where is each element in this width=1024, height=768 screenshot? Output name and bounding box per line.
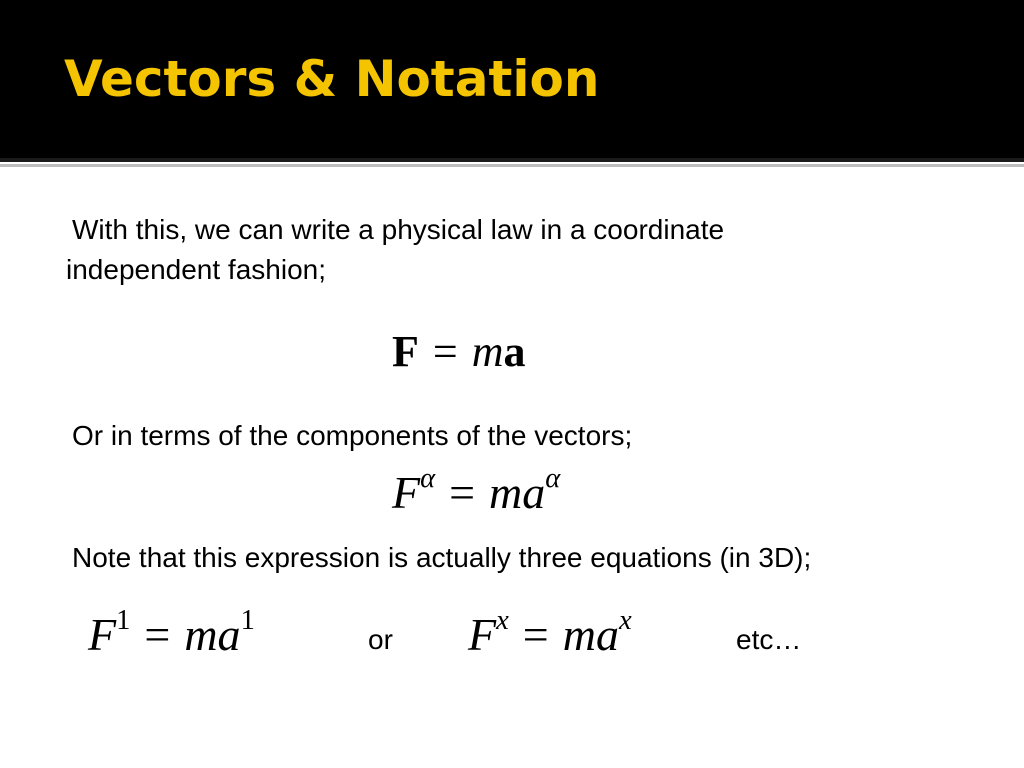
eq-cartesian-rhs: ma (562, 609, 619, 660)
eq-numeric-rhs: ma (184, 609, 241, 660)
equation-component-form (392, 463, 561, 518)
connector-or: or (368, 624, 393, 655)
equation-numeric-index (88, 605, 255, 660)
eq-cartesian-equals: = (522, 609, 549, 660)
eq-cartesian-lhs: F (468, 609, 497, 660)
eq-cartesian-rhs-index: x (618, 605, 632, 637)
eq-vector-mass: m (471, 327, 504, 376)
paragraph-3: Note that this expression is actually three equations (in 3D); (72, 542, 812, 573)
trailing-etc: etc… (736, 624, 802, 655)
eq-component-equals: = (449, 467, 476, 518)
eq-vector-rhs: a (503, 327, 526, 376)
title-divider-dark (0, 158, 1024, 162)
eq-numeric-lhs-index: 1 (116, 605, 131, 637)
eq-vector-equals: = (432, 327, 458, 376)
title-bar (0, 0, 1024, 158)
paragraph-1-line-1: With this, we can write a physical law in a coordinate (72, 214, 725, 245)
eq-cartesian-lhs-index: x (496, 605, 509, 637)
title-divider-light (0, 164, 1024, 167)
eq-numeric-rhs-index: 1 (240, 605, 255, 637)
equation-vector-form (392, 327, 526, 376)
paragraph-1-line-2: independent fashion; (66, 254, 326, 285)
eq-component-rhs: ma (489, 467, 546, 518)
paragraph-2: Or in terms of the components of the vectors; (72, 420, 633, 451)
equation-cartesian-index (468, 605, 632, 660)
eq-component-rhs-index: α (545, 463, 561, 495)
eq-component-lhs-index: α (420, 463, 436, 495)
eq-numeric-lhs: F (88, 609, 117, 660)
eq-numeric-equals: = (144, 609, 171, 660)
eq-component-lhs: F (392, 467, 421, 518)
slide-title: Vectors & Notation (64, 50, 600, 108)
eq-vector-lhs: F (392, 327, 419, 376)
